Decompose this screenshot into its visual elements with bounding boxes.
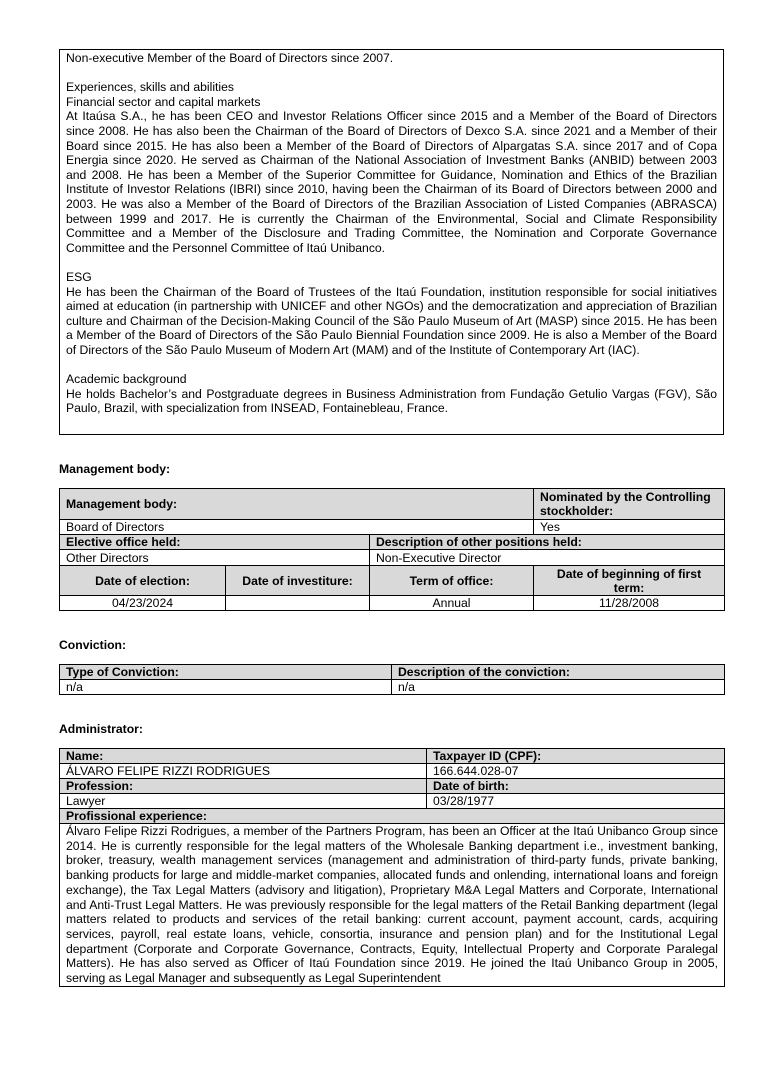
first-term-header: Date of beginning of first term: [534, 566, 725, 596]
management-body-value: Board of Directors [60, 520, 534, 535]
elective-office-value: Other Directors [60, 550, 370, 566]
board-membership-text: Non-executive Member of the Board of Directors since 2007. [66, 51, 394, 65]
conviction-table [59, 664, 725, 695]
experience-title: Experiences, skills and abilities [66, 80, 234, 95]
first-term-value: 11/28/2008 [534, 596, 725, 611]
profession-value: Lawyer [60, 794, 427, 809]
election-date-value: 04/23/2024 [60, 596, 226, 611]
investiture-date-header: Date of investiture: [226, 566, 370, 596]
management-heading: Management body: [59, 462, 171, 476]
biography-box [59, 49, 724, 435]
conviction-description-value: n/a [392, 680, 725, 695]
term-header: Term of office: [370, 566, 534, 596]
investiture-date-value [226, 596, 370, 611]
conviction-description-header: Description of the conviction: [392, 665, 725, 680]
nominated-value: Yes [534, 520, 725, 535]
birth-date-header: Date of birth: [427, 779, 725, 794]
name-header: Name: [60, 749, 427, 764]
experience-subtitle: Financial sector and capital markets [66, 94, 261, 109]
other-positions-header: Description of other positions held: [370, 535, 725, 550]
administrator-heading: Administrator: [59, 722, 143, 736]
nominated-header: Nominated by the Controlling stockholder: [534, 489, 725, 520]
conviction-type-value: n/a [60, 680, 392, 695]
conviction-type-header: Type of Conviction: [60, 665, 392, 680]
esg-title: ESG [66, 269, 92, 284]
profession-header: Profession: [60, 779, 427, 794]
other-positions-value: Non-Executive Director [370, 550, 725, 566]
experience-text-value: Álvaro Felipe Rizzi Rodrigues, a member of the Partners Program, has been an Officer at the Itaú Unibanco Group since 2014. He is currently responsible for the legal matters of the Wholesale Banking department i.e., investment banking, broker, treasury, wealth management services (management and administration of third-party funds, private banking, banking products for large and middle-market companies, allocated funds and onlending, international loans and foreign exchange), the Tax Legal Matters (advisory and litigation), Proprietary M&A Legal Matters and Corporate, International and Anti-Trust Legal Matters. He was previously responsible for the legal matters of the Retail Banking department (legal matters related to products and services of the retail banking: current account, payment account, cards, acquiring services, payroll, real estate loans, vehicle, consortia, insurance and pension plan) and for the Institutional Legal department (Corporate and Corporate Governance, Contracts, Equity, Intellectual Property and Corporate Paralegal Matters). He has also served as Officer of Itaú Foundation since 2019. He joined the Itaú Unibanco Group in 2005, serving as Legal Manager and subsequently as Legal Superintendent [60, 824, 725, 987]
cpf-header: Taxpayer ID (CPF): [427, 749, 725, 764]
experience-header: Profissional experience: [60, 809, 725, 824]
term-value: Annual [370, 596, 534, 611]
birth-date-value: 03/28/1977 [427, 794, 725, 809]
cpf-value: 166.644.028-07 [427, 764, 725, 779]
conviction-heading: Conviction: [59, 638, 127, 652]
academic-title: Academic background [66, 372, 187, 387]
administrator-table [59, 748, 725, 987]
management-table [59, 488, 725, 611]
elective-office-header: Elective office held: [60, 535, 370, 550]
academic-text: He holds Bachelor’s and Postgraduate degrees in Business Administration from Fundação Getulio Vargas (FGV), São Paulo, Brazil, with specialization from INSEAD, Fontainebleau, France. [66, 386, 717, 416]
name-value: ÁLVARO FELIPE RIZZI RODRIGUES [60, 764, 427, 779]
management-body-header: Management body: [60, 489, 534, 520]
esg-text: He has been the Chairman of the Board of Trustees of the Itaú Foundation, institution responsible for social initiatives aimed at education (in partnership with UNICEF and other NGOs) and the democratization and appreciation of Brazilian culture and Chairman of the Decision-Making Council of the São Paulo Museum of Art (MASP) since 2015. He has been a Member of the Board of Directors of the São Paulo Biennial Foundation since 2009. He is also a Member of the Board of Directors of the São Paulo Museum of Modern Art (MAM) and of the Institute of Contemporary Art (IAC). [66, 284, 717, 357]
election-date-header: Date of election: [60, 566, 226, 596]
experience-text: At Itaúsa S.A., he has been CEO and Investor Relations Officer since 2015 and a Member of the Board of Directors since 2008. He has also been the Chairman of the Board of Directors of Dexco S.A. since 2021 and a Member of their Board since 2015. He has also been a Member of the Board of Directors of Alpargatas S.A. since 2017 and of Copa Energia since 2020. He served as Chairman of the National Association of Investment Banks (ANBID) between 2003 and 2008. He has been a Member of the Superior Committee for Guidance, Nomination and Ethics of the Brazilian Institute of Investor Relations (IBRI) since 2010, having been the Chairman of its Board of Directors between 2000 and 2003. He was also a Member of the Board of Directors of the Brazilian Association of Listed Companies (ABRASCA) between 1999 and 2017. He is currently the Chairman of the Environmental, Social and Climate Responsibility Committee and a Member of the Disclosure and Trading Committee, the Nomination and Corporate Governance Committee and the Personnel Committee of Itaú Unibanco. [66, 109, 717, 255]
